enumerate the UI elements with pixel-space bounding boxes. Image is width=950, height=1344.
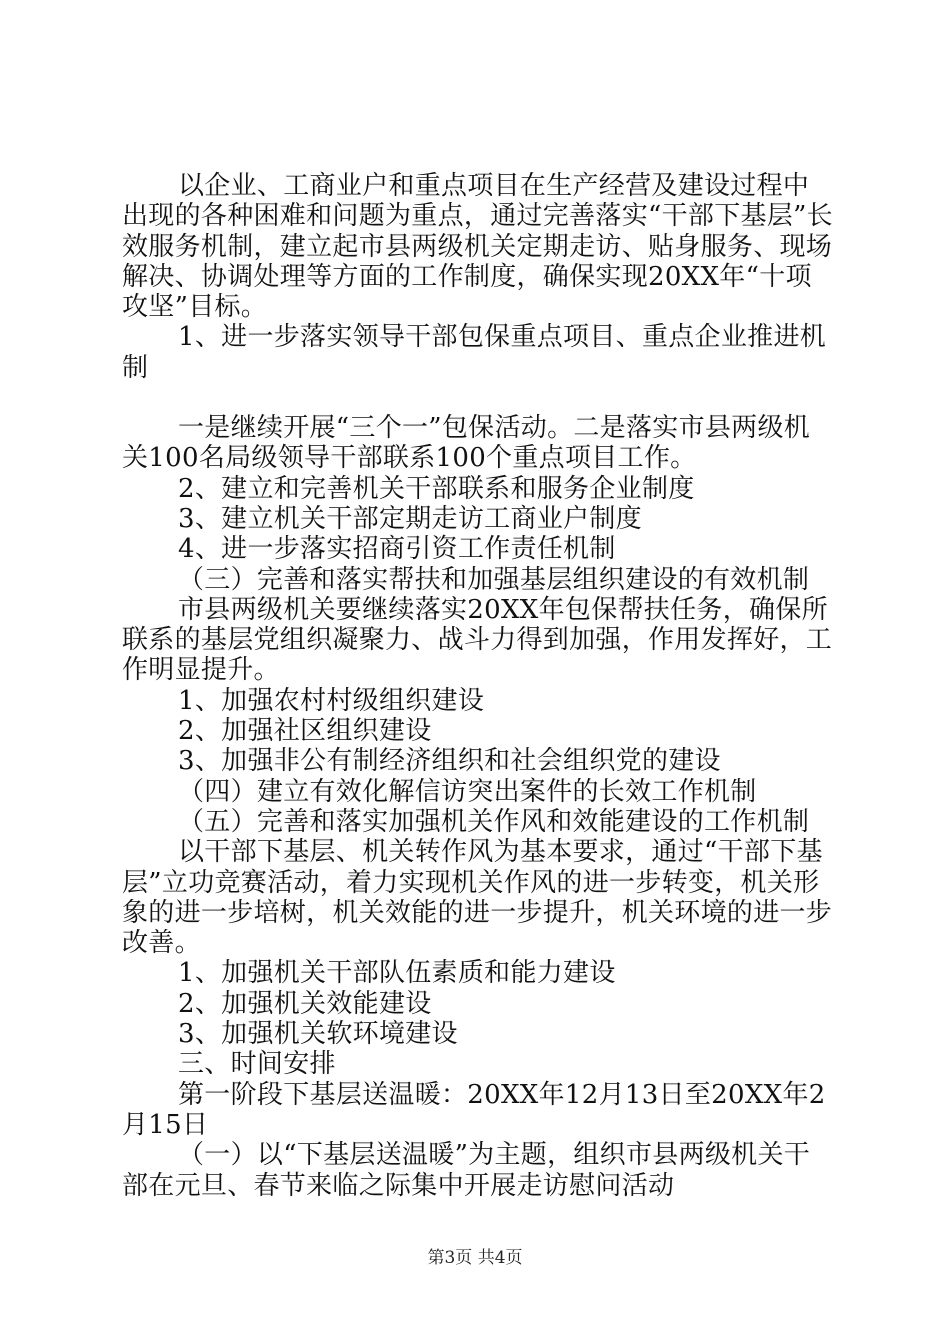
item-3-heading: 3、建立机关干部定期走访工商业户制度	[178, 503, 642, 534]
paragraph-item-1-detail: 一是继续开展“三个一”包保活动。二是落实市县两级机关100名局级领导干部联系100个重点项目工作。	[122, 413, 811, 474]
document-body	[122, 171, 834, 1201]
section-3-item-3: 3、加强非公有制经济组织和社会组织党的建设	[178, 746, 721, 777]
part-3-heading: 三、时间安排	[178, 1049, 336, 1080]
section-5-item-3: 3、加强机关软环境建设	[178, 1019, 458, 1050]
paragraph-gap	[122, 383, 834, 413]
item-2-heading: 2、建立和完善机关干部联系和服务企业制度	[178, 473, 695, 504]
section-5-item-2: 2、加强机关效能建设	[178, 988, 432, 1019]
section-5-item-1: 1、加强机关干部队伍素质和能力建设	[178, 958, 616, 989]
phase-1-item-1: （一）以“下基层送温暖”为主题，组织市县两级机关干部在元旦、春节来临之际集中开展走访慰问活动	[122, 1140, 811, 1201]
page-footer: 第3页 共4页	[427, 1248, 523, 1268]
phase-1-heading: 第一阶段下基层送温暖：20XX年12月13日至20XX年2月15日	[122, 1079, 826, 1140]
item-1-heading: 1、进一步落实领导干部包保重点项目、重点企业推进机制	[122, 322, 827, 383]
section-4-heading: （四）建立有效化解信访突出案件的长效工作机制	[178, 776, 757, 807]
paragraph-intro: 以企业、工商业户和重点项目在生产经营及建设过程中出现的各种困难和问题为重点，通过完善落实“干部下基层”长效服务机制，建立起市县两级机关定期走访、贴身服务、现场解决、协调处理等方面的工作制度，确保实现20XX年“十项攻坚”目标。	[122, 171, 833, 323]
section-5-heading: （五）完善和落实加强机关作风和效能建设的工作机制	[178, 806, 810, 837]
paragraph-section-5-detail: 以干部下基层、机关转作风为基本要求，通过“干部下基层”立功竞赛活动，着力实现机关作风的进一步转变，机关形象的进一步培树，机关效能的进一步提升，机关环境的进一步改善。	[122, 837, 833, 959]
section-3-item-1: 1、加强农村村级组织建设	[178, 685, 485, 716]
item-4-heading: 4、进一步落实招商引资工作责任机制	[178, 534, 616, 565]
section-3-heading: （三）完善和落实帮扶和加强基层组织建设的有效机制	[178, 564, 810, 595]
section-3-item-2: 2、加强社区组织建设	[178, 716, 432, 747]
paragraph-section-3-detail: 市县两级机关要继续落实20XX年包保帮扶任务，确保所联系的基层党组织凝聚力、战斗力得到加强，作用发挥好，工作明显提升。	[122, 594, 833, 686]
